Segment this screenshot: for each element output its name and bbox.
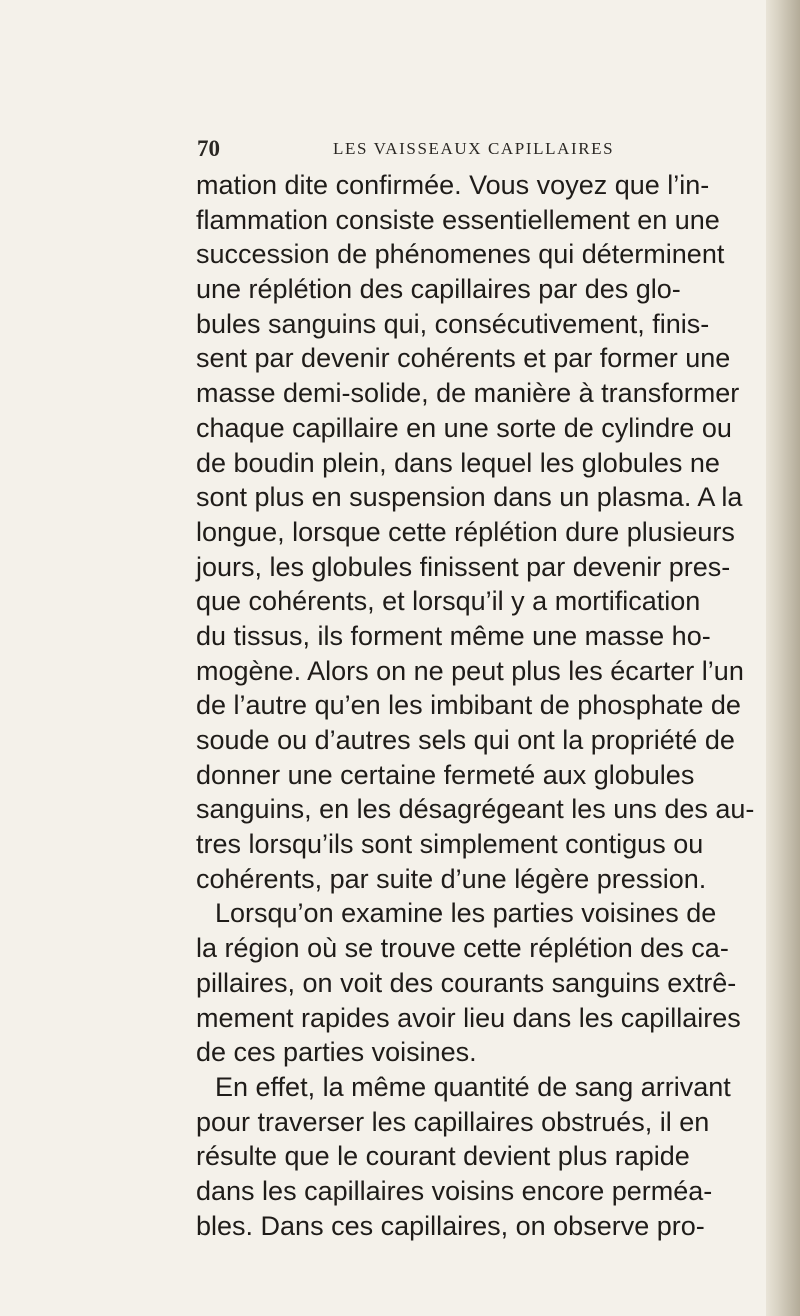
- text-line: résulte que le courant devient plus rapide: [196, 1141, 690, 1172]
- text-line: bles. Dans ces capillaires, on observe pro-: [196, 1210, 705, 1241]
- page-header: [197, 136, 757, 166]
- body-text: [196, 168, 776, 1243]
- text-line: cohérents, par suite d’une légère pression.: [196, 863, 707, 894]
- text-line: une réplétion des capillaires par des glo-: [196, 274, 681, 305]
- text-line: dans les capillaires voisins encore perméa-: [196, 1175, 713, 1206]
- text-line: chaque capillaire en une sorte de cylindre ou: [196, 412, 732, 443]
- text-line: masse demi-solide, de manière à transformer: [196, 378, 740, 409]
- text-line: sent par devenir cohérents et par former une: [196, 343, 731, 374]
- text-line: jours, les globules finissent par devenir pres-: [196, 551, 731, 582]
- text-line: la région où se trouve cette réplétion des ca-: [196, 933, 729, 964]
- paragraph-start-line: Lorsqu’on examine les parties voisines de: [215, 898, 717, 929]
- text-line: mation dite confirmée. Vous voyez que l’in-: [196, 170, 710, 200]
- text-line: bules sanguins qui, consécutivement, finis-: [196, 308, 710, 339]
- text-line: de l’autre qu’en les imbibant de phosphate de: [196, 690, 741, 721]
- text-line: mogène. Alors on ne peut plus les écarter l’un: [196, 655, 744, 686]
- text-line: longue, lorsque cette réplétion dure plusieurs: [196, 516, 735, 547]
- text-line: que cohérents, et lorsqu’il y a mortification: [196, 586, 701, 617]
- text-line: sont plus en suspension dans un plasma. A la: [196, 482, 743, 513]
- text-line: tres lorsqu’ils sont simplement contigus ou: [196, 829, 704, 860]
- text-line: soude ou d’autres sels qui ont la propriété de: [196, 725, 735, 755]
- text-line: mement rapides avoir lieu dans les capillaires: [196, 1002, 741, 1033]
- text-line: succession de phénomenes qui déterminent: [196, 239, 725, 270]
- text-line: flammation consiste essentiellement en une: [196, 204, 720, 235]
- page-number: 70: [197, 136, 220, 161]
- text-line: donner une certaine fermeté aux globules: [196, 759, 695, 790]
- text-line: pour traverser les capillaires obstrués, il en: [196, 1106, 710, 1137]
- text-line: sanguins, en les désagrégeant les uns des au-: [196, 794, 755, 825]
- paragraph-start-line: En effet, la même quantité de sang arrivant: [215, 1071, 731, 1102]
- text-line: du tissus, ils forment même une masse ho-: [196, 620, 711, 651]
- running-head: LES VAISSEAUX CAPILLAIRES: [333, 139, 615, 158]
- text-line: de boudin plein, dans lequel les globules ne: [196, 447, 720, 478]
- text-line: de ces parties voisines.: [196, 1037, 477, 1068]
- text-line: pillaires, on voit des courants sanguins extrê-: [196, 967, 737, 998]
